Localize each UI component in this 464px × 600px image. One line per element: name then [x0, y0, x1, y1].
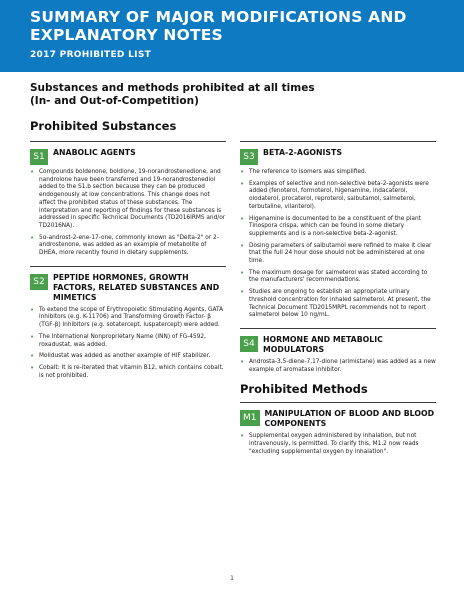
list-item: • Examples of selective and non-selective beta-2-agonists were added (fenoterol, formoterol, higenamine, indacaterol, olodaterol, procaterol, reproterol, salbutamol, salmeterol, terbutaline, vilanterol).	[240, 181, 436, 212]
list-item: • 5α-androst-2-ene-17-one, commonly known as "Delta-2" or 2-androstenone, was added as an example of metabolite of DHEA, more recently found in dietary supplements.	[30, 235, 226, 258]
right-column	[240, 141, 436, 464]
prohibited-substances-heading: Prohibited Substances	[30, 119, 177, 133]
list-item: • The maximum dosage for salmeterol was stated according to the manufacturers' recommendations.	[240, 270, 436, 285]
list-item: • Dosing parameters of salbutamol were refined to make it clear that the full 24 hour dose should not be administered at one time.	[240, 243, 436, 266]
section-header	[30, 271, 226, 303]
list-item: • To extend the scope of Erythropoietic Stimulating Agents, GATA inhibitors (e.g. K-11706) and Transforming Growth Factor- β (TGF-β) inhibitors (e.g. sotatercept, luspatercept) were added.	[30, 307, 226, 330]
section-code-badge: S4	[240, 336, 258, 352]
section-code-badge: S3	[240, 149, 258, 165]
section-items	[240, 433, 436, 456]
section-divider	[30, 266, 226, 267]
section-divider	[240, 141, 436, 142]
section-s1	[30, 141, 226, 258]
section-title: PEPTIDE HORMONES, GROWTH FACTORS, RELATED SUBSTANCES AND MIMETICS	[53, 272, 220, 302]
section-m1	[240, 402, 436, 456]
page-number: 1	[230, 575, 234, 582]
section-code-badge: M1	[240, 410, 260, 426]
section-items	[240, 169, 436, 320]
list-item: • Supplemental oxygen administered by inhalation, but not intravenously, is permitted. To clarify this, M1.2 now reads "excluding supplemental oxygen by inhalation".	[240, 433, 436, 456]
header-banner	[0, 0, 464, 72]
left-column	[30, 141, 226, 388]
intro-block	[30, 82, 440, 108]
section-code-badge: S1	[30, 149, 48, 165]
section-items	[30, 169, 226, 258]
list-item: • Studies are ongoing to establish an appropriate urinary threshold concentration for inhaled salmeterol. At present, the Technical Document TD2015MRPL recommends not to report salmeterol below 10 ng/mL.	[240, 289, 436, 320]
document-subtitle: 2017 PROHIBITED LIST	[30, 50, 152, 60]
section-divider	[240, 402, 436, 403]
list-item: • The reference to isomers was simplified.	[240, 169, 436, 177]
section-title: HORMONE AND METABOLIC MODULATORS	[263, 334, 383, 354]
section-title: BETA-2-AGONISTS	[263, 148, 342, 157]
section-header	[30, 146, 226, 165]
list-item: • Cobalt: It is re-iterated that vitamin B12, which contains cobalt, is not prohibited.	[30, 365, 226, 380]
section-header	[240, 407, 436, 429]
section-header	[240, 146, 436, 165]
list-item: • The International Nonproprietary Name (INN) of FG-4592, roxadustat, was added.	[30, 334, 226, 349]
list-item: • Compounds boldenone, boldione, 19-norandrostenedione, and nandrolone have been transferred and 19-norandrostenediol added to the S1.b section because they can be produced endogenously at low concentrations. This change does not affect the prohibited status of these substances. The interpretation and reporting of findings for these substances is addressed in specific Technical Documents (TD2016IRMS and/or TD2016NA).	[30, 169, 226, 231]
section-s3	[240, 141, 436, 320]
list-item: • Molidustat was added as another example of HIF stabilizer.	[30, 353, 226, 361]
prohibited-methods-heading: Prohibited Methods	[240, 382, 368, 397]
section-title: MANIPULATION OF BLOOD AND BLOOD COMPONENTS	[264, 409, 435, 429]
list-item: • Higenamine is documented to be a constituent of the plant Tinospora crispa, which can be found in some dietary supplements and is a non-selective beta-2-agonist.	[240, 216, 436, 239]
list-item: • Androsta-3,5-diene-7,17-dione (arimistane) was added as a new example of aromatase inhibitor.	[240, 359, 436, 374]
section-divider	[30, 141, 226, 142]
section-divider	[240, 328, 436, 329]
section-s4	[240, 328, 436, 374]
section-code-badge: S2	[30, 274, 48, 290]
intro-title-line2: (In- and Out-of-Competition)	[30, 95, 199, 107]
section-header	[240, 333, 436, 355]
section-items	[30, 307, 226, 381]
section-s2	[30, 266, 226, 381]
intro-title-line1: Substances and methods prohibited at all times	[30, 82, 315, 94]
section-items	[240, 359, 436, 374]
section-title: ANABOLIC AGENTS	[53, 148, 136, 157]
document-title: SUMMARY OF MAJOR MODIFICATIONS AND EXPLANATORY NOTES	[30, 8, 407, 44]
